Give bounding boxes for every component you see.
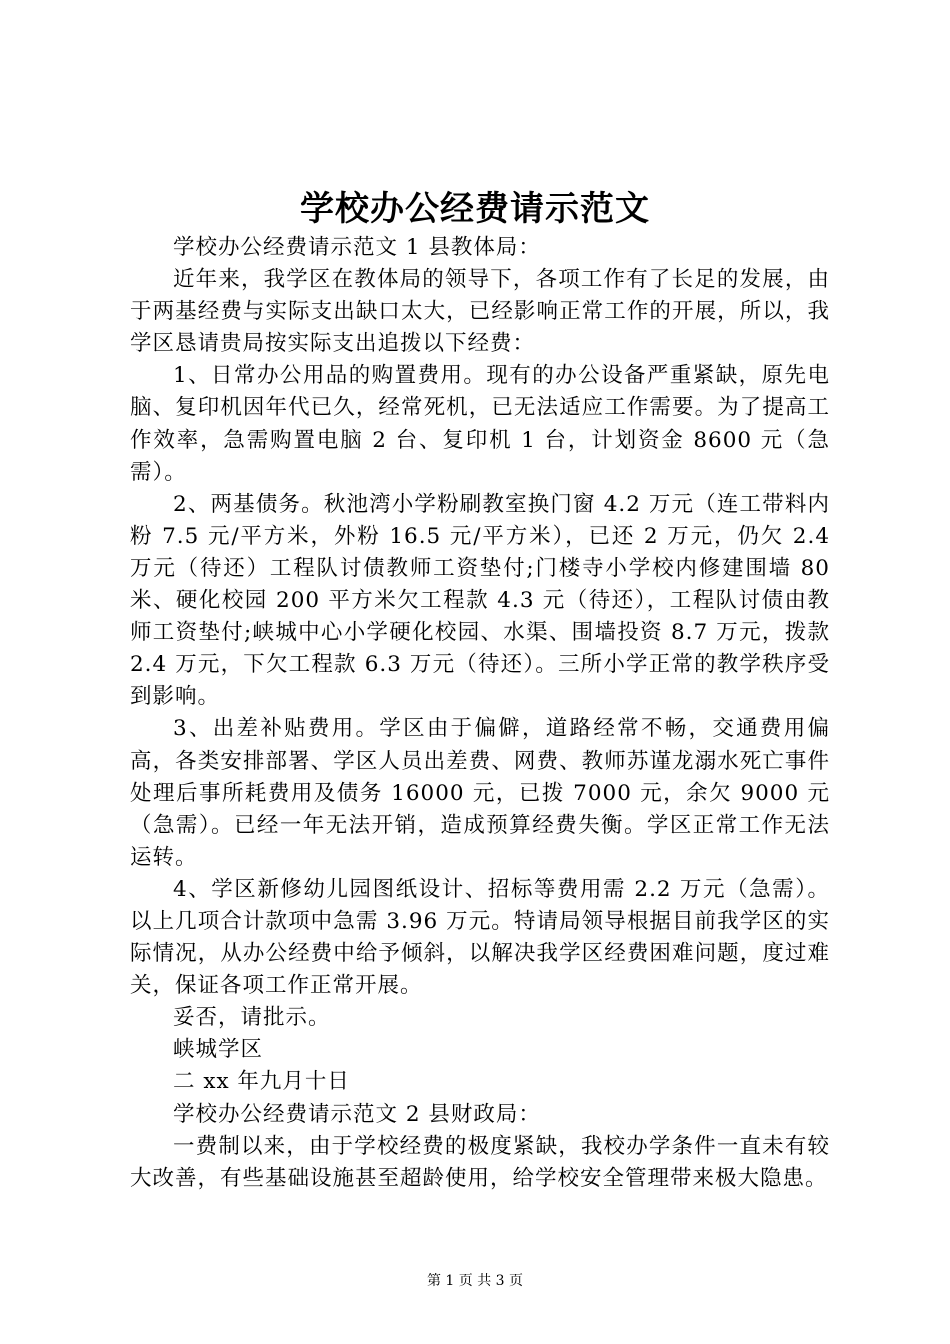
paragraph-second-intro: 一费制以来，由于学校经费的极度紧缺，我校办学条件一直未有较大改善，有些基础设施甚至超龄使用，给学校安全管理带来极大隐患。 xyxy=(130,1133,830,1191)
page-number-footer: 第 1 页 共 3 页 xyxy=(426,1273,524,1289)
paragraph-date: 二 xx 年九月十日 xyxy=(173,1069,350,1095)
paragraph-item-2: 2、两基债务。秋池湾小学粉刷教室换门窗 4.2 万元（连工带料内粉 7.5 元/平方米，外粉 16.5 元/平方米），已还 2 万元，仍欠 2.4 万元（待还）工程队讨债教师工资垫付;门楼寺小学校内修建围墙 80 米、硬化校园 200 平方米欠工程款 4.3 元（待还），工程队讨债由教师工资垫付;峡城中心小学硬化校园、水渠、围墙投资 8.7 万元，拨款 2.4 万元，下欠工程款 6.3 万元（待还）。三所小学正常的教学秩序受到影响。 xyxy=(130,491,830,710)
paragraph-item-3: 3、出差补贴费用。学区由于偏僻，道路经常不畅，交通费用偏高，各类安排部署、学区人员出差费、网费、教师苏谨龙溺水死亡事件处理后事所耗费用及债务 16000 元，已拨 7000 元，余欠 9000 元（急需）。已经一年无法开销，造成预算经费失衡。学区正常工作无法运转。 xyxy=(130,716,830,870)
document-title: 学校办公经费请示范文 xyxy=(300,189,650,229)
paragraph-item-4: 4、学区新修幼儿园图纸设计、招标等费用需 2.2 万元（急需）。以上几项合计款项中急需 3.96 万元。特请局领导根据目前我学区的实际情况，从办公经费中给予倾斜，以解决我学区经费困难问题，度过难关，保证各项工作正常开展。 xyxy=(130,876,830,999)
paragraph-salutation-2: 学校办公经费请示范文 2 县财政局： xyxy=(173,1101,541,1127)
paragraph-closing: 妥否，请批示。 xyxy=(173,1005,331,1031)
paragraph-salutation-1: 学校办公经费请示范文 1 县教体局： xyxy=(173,235,541,260)
document-body xyxy=(130,232,830,1195)
paragraph-signature: 峡城学区 xyxy=(173,1037,264,1063)
paragraph-item-1: 1、日常办公用品的购置费用。现有的办公设备严重紧缺，原先电脑、复印机因年代已久，经常死机，已无法适应工作需要。为了提高工作效率，急需购置电脑 2 台、复印机 1 台，计划资金 8600 元（急需）。 xyxy=(130,363,830,485)
paragraph-intro: 近年来，我学区在教体局的领导下，各项工作有了长足的发展，由于两基经费与实际支出缺口太大，已经影响正常工作的开展，所以，我学区恳请贵局按实际支出追拨以下经费： xyxy=(130,267,830,357)
